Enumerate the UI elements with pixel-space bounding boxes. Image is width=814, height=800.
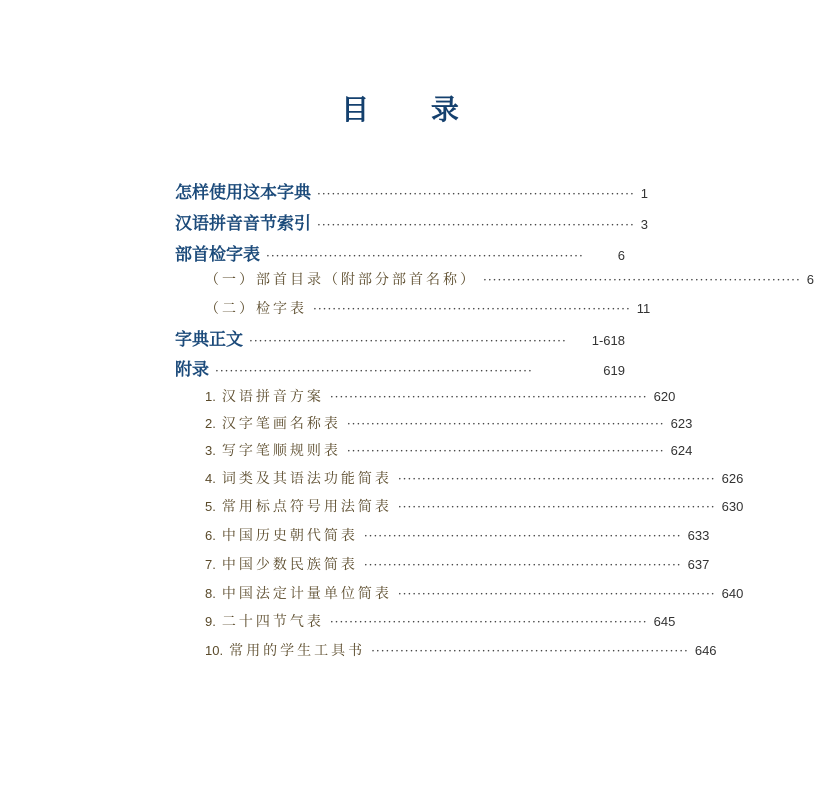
toc-entry-label: 怎样使用这本字典 [175,183,311,203]
toc-entry-page: 623 [670,416,693,431]
dot-leader: ·································································· [371,644,689,658]
toc-entry-page: 619 [603,363,625,378]
toc-entry[interactable] [175,178,648,203]
toc-entry-label: （一）部首目录（附部分部首名称） [205,272,477,288]
toc-entry-page: 637 [687,557,710,572]
appendix-entry[interactable] [205,611,676,631]
dot-leader: ·································································· [397,500,716,514]
dot-leader: ·································································· [317,187,635,201]
toc-entry-page: 630 [721,499,744,514]
appendix-number: 9. [205,614,216,629]
appendix-number: 5. [205,499,216,514]
toc-entry[interactable] [175,355,625,380]
toc-entry-label: 二十四节气表 [221,614,324,630]
toc-entry-label: 常用标点符号用法简表 [221,499,392,515]
dot-leader: ·································································· [397,587,716,601]
toc-entry-page: 6 [617,248,625,263]
toc-entry-page: 6 [806,272,814,287]
toc-subentry[interactable] [205,269,814,289]
toc-entry-page: 626 [721,471,744,486]
toc-entry-label: 字典正文 [175,330,243,350]
dot-leader: ·································································· [363,558,682,572]
appendix-entry[interactable] [205,583,744,603]
toc-entry-label: 汉语拼音方案 [221,389,324,405]
dot-leader: ·································································· [346,444,665,458]
appendix-entry[interactable] [205,440,693,460]
toc-subentry[interactable] [205,298,651,318]
appendix-number: 10. [205,643,224,658]
appendix-entry[interactable] [205,468,744,488]
toc-entry-label: 中国历史朝代简表 [221,528,358,544]
toc-entry-page: 624 [670,443,693,458]
toc-entry-page: 1-618 [591,333,625,348]
toc-entry-page: 3 [640,217,648,232]
dot-leader: ·································································· [317,218,635,232]
toc-entry-page: 645 [653,614,676,629]
toc-entry-page: 1 [640,186,648,201]
dot-leader: ·································································· [363,529,682,543]
appendix-entry[interactable] [205,496,744,516]
dot-leader: ·································································· [215,364,533,378]
dot-leader: ·································································· [249,334,567,348]
toc-entry-label: （二）检字表 [205,301,307,317]
dot-leader: ·································································· [313,302,631,316]
appendix-number: 1. [205,389,216,404]
toc-entry-label: 词类及其语法功能简表 [221,471,392,487]
toc-entry-label: 汉语拼音音节索引 [175,214,311,234]
toc-entry-page: 620 [653,389,676,404]
appendix-number: 7. [205,557,216,572]
appendix-number: 2. [205,416,216,431]
page-title: 目 录 [341,93,485,126]
appendix-number: 4. [205,471,216,486]
dot-leader: ·································································· [397,472,716,486]
dot-leader: ·································································· [266,249,584,263]
toc-entry-page: 633 [687,528,710,543]
toc-entry[interactable] [175,209,648,234]
appendix-number: 3. [205,443,216,458]
appendix-entry[interactable] [205,413,693,433]
dot-leader: ·································································· [329,615,648,629]
toc-entry-label: 部首检字表 [175,245,260,265]
dot-leader: ·································································· [483,273,801,287]
appendix-entry[interactable] [205,554,710,574]
toc-entry[interactable] [175,240,625,265]
toc-entry-label: 附录 [175,360,209,380]
toc-entry-page: 640 [721,586,744,601]
appendix-number: 6. [205,528,216,543]
appendix-entry[interactable] [205,640,717,660]
toc-entry-label: 写字笔顺规则表 [221,443,341,459]
toc-entry-page: 11 [636,301,651,316]
appendix-number: 8. [205,586,216,601]
toc-entry-page: 646 [694,643,717,658]
dot-leader: ·································································· [346,417,665,431]
dot-leader: ·································································· [329,390,648,404]
appendix-entry[interactable] [205,525,710,545]
appendix-entry[interactable] [205,386,676,406]
toc-entry-label: 中国法定计量单位简表 [221,586,392,602]
toc-entry-label: 中国少数民族简表 [221,557,358,573]
toc-entry[interactable] [175,325,625,350]
toc-entry-label: 汉字笔画名称表 [221,416,341,432]
toc-entry-label: 常用的学生工具书 [229,643,366,659]
